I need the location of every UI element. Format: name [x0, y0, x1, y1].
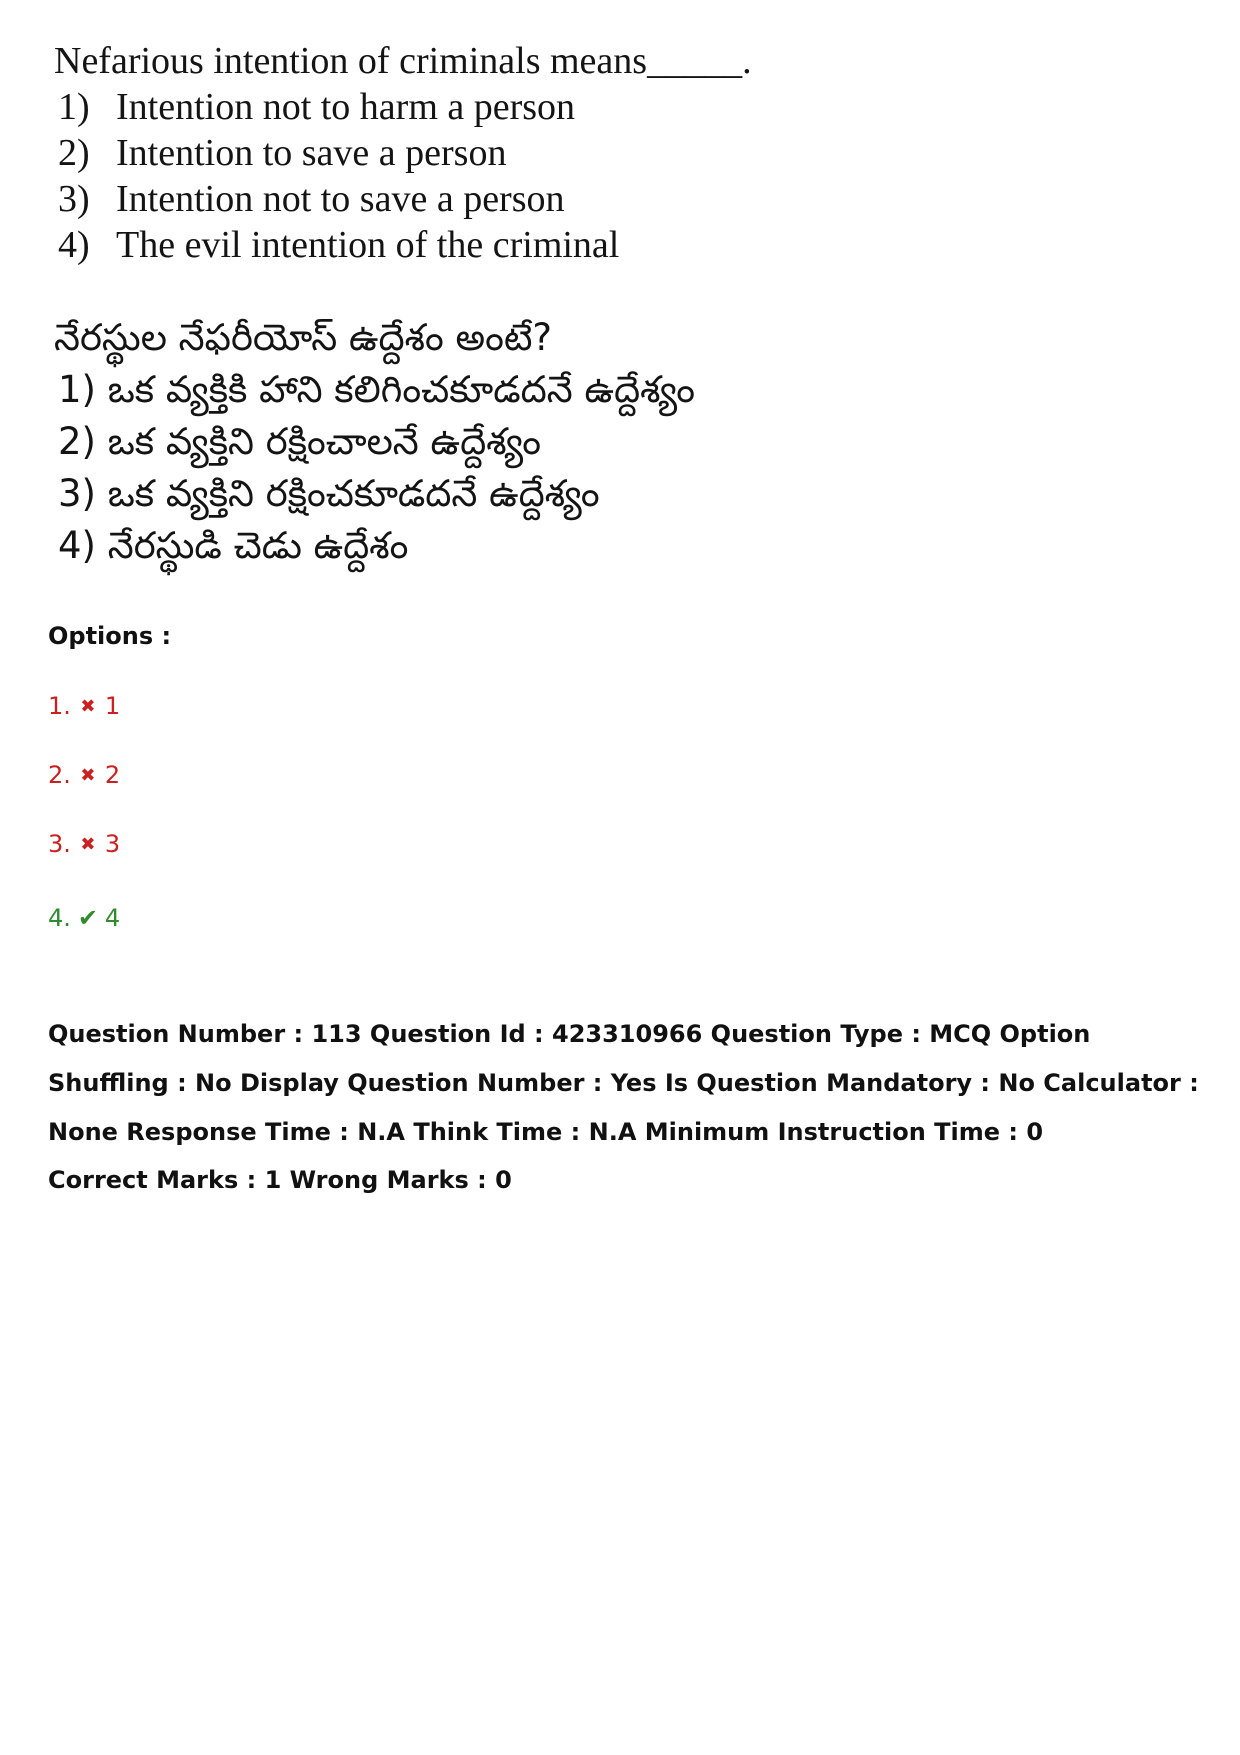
- question-option-number: 2): [58, 132, 90, 174]
- question-telugu: [54, 312, 844, 572]
- option-value: 3: [104, 830, 121, 858]
- question-option-english: [54, 130, 844, 176]
- option-number: 3.: [48, 830, 71, 858]
- question-image: [54, 38, 844, 572]
- check-icon: ✔: [77, 904, 98, 932]
- question-english: [54, 38, 844, 268]
- question-option-text: Intention not to save a person: [116, 178, 565, 220]
- question-option-text: Intention to save a person: [116, 132, 507, 174]
- option-value: 1: [104, 692, 121, 720]
- question-option-telugu: 1) ఒక వ్యక్తికి హాని కలిగించకూడదనే ఉద్దేశ్యం: [58, 368, 695, 411]
- question-stem-english: Nefarious intention of criminals means_____.: [54, 40, 752, 82]
- question-metadata: Question Number : 113 Question Id : 423310966 Question Type : MCQ Option Shuffling : No Display Question Number : Yes Is Question Mandatory : No Calculator : None Response Time : N.A Think Time : N.A Minimum Instruction Time : 0: [48, 1020, 1199, 1146]
- question-option-english: [54, 176, 844, 222]
- answer-option-2: [48, 761, 120, 789]
- question-option-telugu: 4) నేరస్థుడి చెడు ఉద్దేశం: [58, 524, 409, 567]
- question-option-telugu: 2) ఒక వ్యక్తిని రక్షించాలనే ఉద్దేశ్యం: [58, 420, 542, 463]
- question-option-telugu: 3) ఒక వ్యక్తిని రక్షించకూడదనే ఉద్దేశ్యం: [58, 472, 600, 515]
- question-option-english: [54, 84, 844, 130]
- question-option-number: 1): [58, 86, 90, 128]
- marks-info: Correct Marks : 1 Wrong Marks : 0: [48, 1166, 512, 1194]
- cross-icon: ✖: [80, 764, 96, 786]
- option-number: 2.: [48, 761, 71, 789]
- question-stem-telugu: నేరస్థుల నేఫరీయోస్ ఉద్దేశం అంటే?: [54, 316, 553, 359]
- option-number: 4.: [48, 904, 71, 932]
- question-option-text: Intention not to harm a person: [116, 86, 576, 128]
- cross-icon: ✖: [80, 833, 96, 855]
- cross-icon: ✖: [80, 695, 96, 717]
- question-option-number: 4): [58, 224, 90, 266]
- question-option-english: [54, 222, 844, 268]
- option-number: 1.: [48, 692, 71, 720]
- option-value: 4: [104, 904, 121, 932]
- answer-option-4: [48, 904, 120, 932]
- question-option-number: 3): [58, 178, 90, 220]
- option-value: 2: [104, 761, 121, 789]
- answer-option-3: [48, 830, 120, 858]
- question-option-text: The evil intention of the criminal: [116, 224, 620, 266]
- options-label: Options :: [48, 622, 172, 650]
- answer-option-1: [48, 692, 120, 720]
